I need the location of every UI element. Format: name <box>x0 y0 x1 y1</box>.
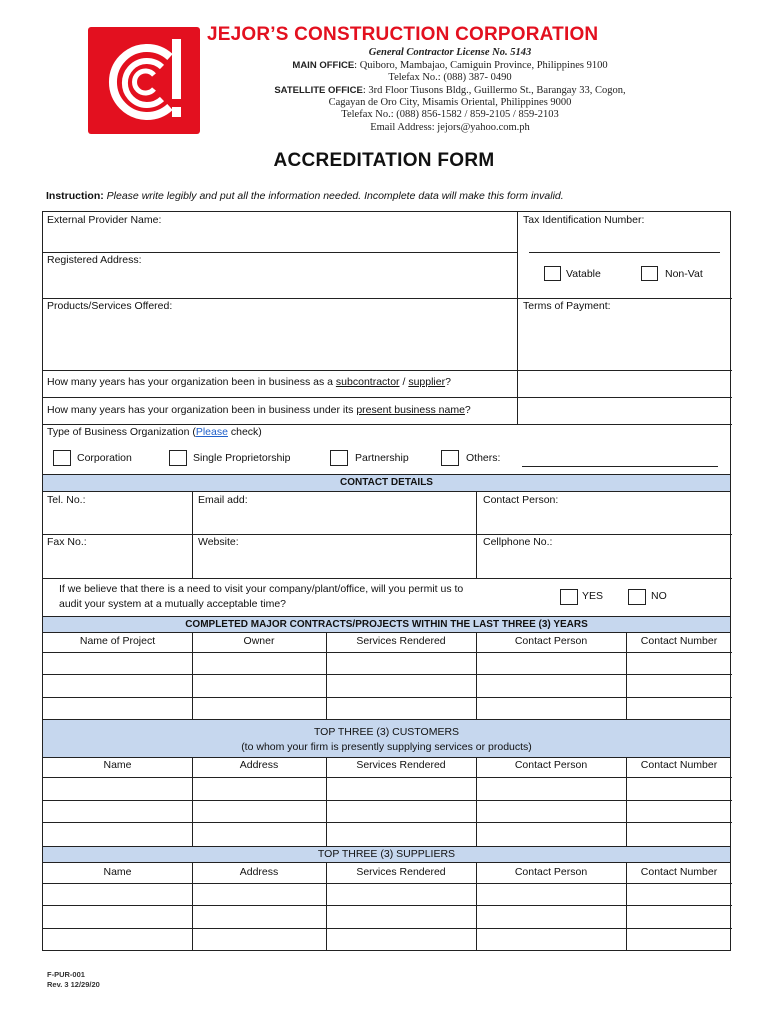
form-code <box>47 970 100 990</box>
vatable-label: Vatable <box>566 268 601 280</box>
no-checkbox[interactable] <box>628 589 646 605</box>
customers-col-contact-number: Contact Number <box>640 759 718 771</box>
company-logo <box>88 27 200 134</box>
projects-col-name: Name of Project <box>79 635 156 647</box>
sole-proprietorship-label: Single Proprietorship <box>193 452 291 464</box>
years-subcontractor-question: How many years has your organization been in business as a subcontractor / supplier? <box>47 376 451 388</box>
fax-label: Fax No.: <box>47 536 87 548</box>
corporation-label: Corporation <box>77 452 132 464</box>
suppliers-col-contact-number: Contact Number <box>640 866 718 878</box>
vatable-checkbox[interactable] <box>544 266 561 281</box>
contact-person-label: Contact Person: <box>483 494 559 506</box>
projects-col-contact-person: Contact Person <box>514 635 588 647</box>
suppliers-col-services: Services Rendered <box>356 866 446 878</box>
others-label: Others: <box>466 452 501 464</box>
satellite-address: Cagayan de Oro City, Misamis Oriental, Philippines 9000 <box>328 97 572 108</box>
corporation-checkbox[interactable] <box>53 450 71 466</box>
projects-header: COMPLETED MAJOR CONTRACTS/PROJECTS WITHIN THE LAST THREE (3) YEARS <box>43 616 730 633</box>
customers-col-contact-person: Contact Person <box>514 759 588 771</box>
products-label: Products/Services Offered: <box>47 300 173 312</box>
website-label: Website: <box>198 536 239 548</box>
yes-checkbox[interactable] <box>560 589 578 605</box>
customers-header <box>43 719 730 758</box>
form-revision: Rev. 3 12/29/20 <box>47 980 100 989</box>
no-label: NO <box>651 590 667 602</box>
main-telefax: Telefax No.: (088) 387- 0490 <box>388 72 512 83</box>
satellite-office-line: SATELLITE OFFICE: 3rd Floor Tiusons Bldg., Guillermo St., Barangay 33, Cogon, <box>274 85 626 96</box>
email-line: Email Address: jejors@yahoo.com.ph <box>370 122 530 133</box>
org-type-label: Type of Business Organization (Please check) <box>47 426 262 438</box>
form-title: ACCREDITATION FORM <box>273 150 495 171</box>
projects-col-contact-number: Contact Number <box>640 635 718 647</box>
tin-input-line[interactable] <box>529 252 720 253</box>
address-label: Registered Address: <box>47 254 142 266</box>
cellphone-label: Cellphone No.: <box>483 536 553 548</box>
form-code-number: F-PUR-001 <box>47 970 85 979</box>
nonvat-checkbox[interactable] <box>641 266 658 281</box>
customers-header-subtitle: (to whom your firm is presently supplying services or products) <box>241 741 532 753</box>
visit-question-line2: audit your system at a mutually acceptable time? <box>59 598 287 610</box>
email-label: Email add: <box>198 494 248 506</box>
years-present-name-question: How many years has your organization been in business under its present business name? <box>47 404 471 416</box>
projects-col-services: Services Rendered <box>356 635 446 647</box>
customers-col-services: Services Rendered <box>356 759 446 771</box>
yes-label: YES <box>582 590 604 602</box>
main-office-line: MAIN OFFICE: Quiboro, Mambajao, Camiguin Province, Philippines 9100 <box>292 60 608 71</box>
others-checkbox[interactable] <box>441 450 459 466</box>
customers-col-name: Name <box>103 759 132 771</box>
accreditation-form <box>42 211 731 951</box>
sole-proprietorship-checkbox[interactable] <box>169 450 187 466</box>
provider-name-label: External Provider Name: <box>47 214 162 226</box>
tin-label: Tax Identification Number: <box>523 214 645 226</box>
visit-question-line1: If we believe that there is a need to visit your company/plant/office, will you permit us to <box>59 583 464 595</box>
suppliers-col-name: Name <box>103 866 132 878</box>
partnership-label: Partnership <box>355 452 409 464</box>
license-line: General Contractor License No. 5143 <box>368 47 532 58</box>
company-name: JEJOR’S CONSTRUCTION CORPORATION <box>207 24 599 45</box>
suppliers-col-contact-person: Contact Person <box>514 866 588 878</box>
suppliers-header: TOP THREE (3) SUPPLIERS <box>43 846 730 863</box>
tel-label: Tel. No.: <box>47 494 86 506</box>
contact-details-header: CONTACT DETAILS <box>43 474 730 492</box>
customers-header-title: TOP THREE (3) CUSTOMERS <box>313 726 460 738</box>
suppliers-col-address: Address <box>239 866 279 878</box>
projects-col-owner: Owner <box>243 635 275 647</box>
instruction: Instruction: Please write legibly and put all the information needed. Incomplete data will make this form invalid. <box>46 190 564 202</box>
others-input-line[interactable] <box>522 466 718 467</box>
satellite-telefax: Telefax No.: (088) 856-1582 / 859-2105 / 859-2103 <box>341 109 559 120</box>
terms-label: Terms of Payment: <box>523 300 611 312</box>
customers-col-address: Address <box>239 759 279 771</box>
nonvat-label: Non-Vat <box>665 268 703 280</box>
partnership-checkbox[interactable] <box>330 450 348 466</box>
